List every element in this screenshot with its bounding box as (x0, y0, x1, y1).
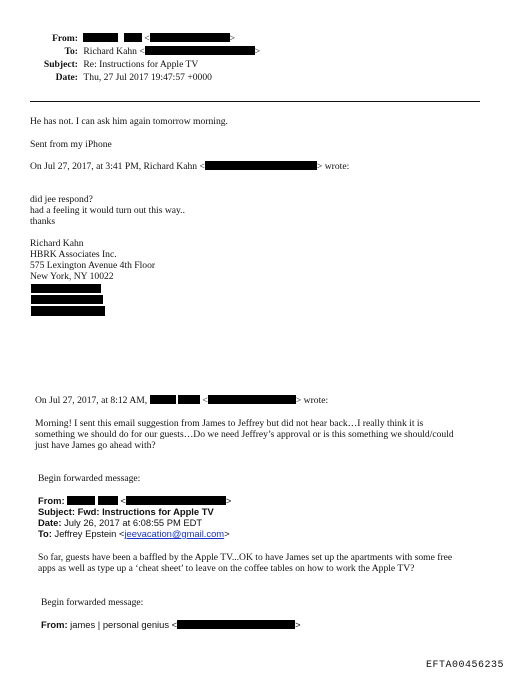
fwd1-to-label: To: (38, 528, 52, 539)
header-date-value: Thu, 27 Jul 2017 19:47:57 +0000 (83, 72, 212, 83)
fwd1-to-name: Jeffrey Epstein (54, 528, 117, 539)
angle-open: < (171, 619, 178, 630)
fwd2-from-row (41, 619, 301, 631)
header-subject-row (0, 59, 198, 71)
redacted-block (150, 395, 176, 404)
angle-open: < (144, 33, 150, 44)
quote2-intro-suffix: wrote: (303, 395, 329, 406)
quote1-line: had a feeling it would turn out this way.. (30, 205, 185, 216)
fwd1-to-email-link[interactable]: jeevacation@gmail.com (124, 528, 225, 539)
header-from-row (0, 33, 235, 45)
forwarded-label: Begin forwarded message: (38, 473, 141, 484)
quote2-body-line: something we should do for our guests…Do we need Jeffrey’s approval or is this something we should/could (35, 429, 454, 440)
angle-close: > (229, 33, 236, 44)
quote1-intro-suffix: wrote: (324, 161, 350, 172)
fwd1-body-line: apps as well as type up a ‘cheat sheet’ to leave on the coffee tables on how to work the Apple TV? (38, 563, 415, 574)
redacted-block (150, 33, 230, 42)
redacted-block (126, 496, 226, 505)
fwd2-from-label: From: (41, 619, 68, 630)
fwd1-subject-value: Fwd: Instructions for Apple TV (77, 506, 214, 517)
redacted-block (208, 395, 296, 404)
signature-line: Richard Kahn (30, 238, 84, 249)
redacted-block (67, 496, 95, 505)
angle-close: > (254, 46, 261, 57)
fwd1-to-row: To: Jeffrey Epstein <jeevacation@gmail.com> (38, 528, 230, 539)
fwd1-date-value: July 26, 2017 at 6:08:55 PM EDT (64, 517, 203, 528)
header-subject-label: Subject: (43, 59, 78, 70)
quote1-line: did jee respond? (30, 194, 93, 205)
redacted-block (98, 496, 118, 505)
header-from-label: From: (52, 33, 78, 44)
fwd1-body-line: So far, guests have been a baffled by the Apple TV...OK to have James set up the apartments with some free (38, 552, 453, 563)
angle-close: > (295, 395, 302, 406)
reply-line: He has not. I can ask him again tomorrow morning. (30, 116, 228, 127)
bates-number: EFTA00456235 (425, 660, 504, 671)
fwd1-date-row (38, 517, 202, 529)
forwarded-label: Begin forwarded message: (41, 597, 144, 608)
header-date-label: Date: (55, 72, 78, 83)
redacted-block (31, 295, 103, 304)
redacted-block (177, 620, 295, 629)
quote2-body-line: Morning! I sent this email suggestion from James to Jeffrey but did not hear back…I really think it is (35, 418, 424, 429)
signature-line: New York, NY 10022 (30, 271, 114, 282)
redacted-block (178, 395, 200, 404)
angle-open: < (202, 395, 208, 406)
signature-line: 575 Lexington Avenue 4th Floor (30, 260, 156, 271)
fwd1-date-label: Date: (38, 517, 62, 528)
redacted-block (124, 33, 142, 42)
fwd1-from-label: From: (38, 495, 65, 506)
quote1-intro-prefix: On Jul 27, 2017, at 3:41 PM, Richard Kahn (30, 161, 198, 172)
angle-close: > (316, 161, 323, 172)
header-to-label: To: (64, 46, 78, 57)
header-divider (30, 101, 480, 102)
header-to-value: Richard Kahn (83, 46, 137, 57)
angle-open: < (120, 495, 126, 506)
redacted-block (205, 161, 317, 170)
redacted-block (145, 46, 255, 55)
quote2-intro-prefix: On Jul 27, 2017, at 8:12 AM, (35, 395, 148, 406)
sent-from-line: Sent from my iPhone (30, 139, 112, 150)
fwd1-subject-row (38, 506, 214, 518)
header-subject-value: Re: Instructions for Apple TV (83, 59, 199, 70)
quote1-line: thanks (30, 216, 56, 227)
quote1-intro (30, 161, 349, 173)
redacted-block (31, 306, 105, 316)
fwd1-from-row (38, 495, 231, 507)
quote2-intro (35, 395, 328, 407)
angle-close: > (225, 495, 232, 506)
angle-open: < (139, 46, 145, 57)
header-to-row (0, 46, 260, 58)
signature-line: HBRK Associates Inc. (30, 249, 117, 260)
redacted-block (31, 284, 101, 293)
quote2-body-line: just have James go ahead with? (35, 440, 156, 451)
angle-open: < (199, 161, 205, 172)
fwd1-subject-label: Subject: (38, 506, 75, 517)
header-date-row (0, 72, 212, 84)
fwd2-from-value: james | personal genius (70, 619, 170, 630)
redacted-block (83, 33, 118, 42)
angle-close: > (295, 619, 301, 630)
